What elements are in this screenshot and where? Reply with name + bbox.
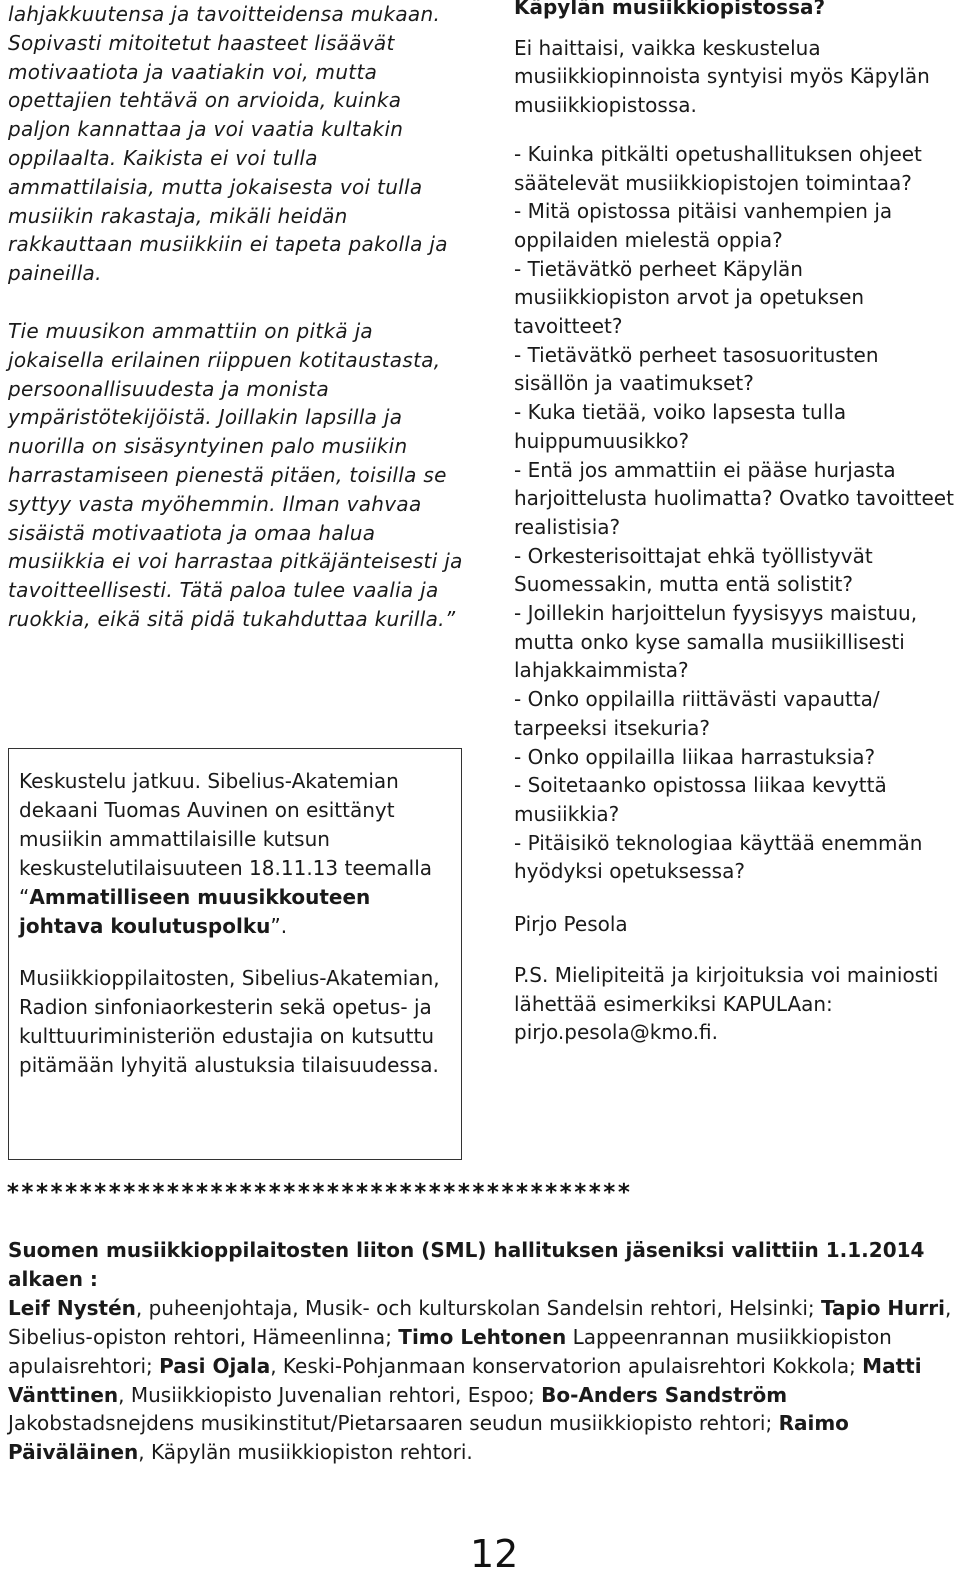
- right-intro: Ei haittaisi, vaikka keskustelua musiikkiopinnoista syntyisi myös Käpylän musiikkiopistossa.: [514, 35, 930, 118]
- member-name: Tapio Hurri: [820, 1295, 945, 1320]
- box-paragraph-2: Musiikkioppilaitosten, Sibelius-Akatemian, Radion sinfoniaorkesterin sekä opetus- ja kulttuuriministeriön edustajia on kutsuttu pitämään lyhyitä alustuksia tilaisuudessa.: [19, 966, 440, 1078]
- left-paragraph-2: Tie muusikon ammattiin on pitkä ja jokaisella erilainen riippuen kotitaustasta, persoonallisuudesta ja monista ympäristötekijöistä. Joillakin lapsilla ja nuorilla on sisäsyntyinen palo musiikin harrastamiseen pienestä pitäen, toisilla se syttyy vasta myöhemmin. Ilman vahvaa sisäistä motivaatiota ja omaa halua musiikkia ei voi harrastaa pitkäjänteisesti ja tavoitteellisesti. Tätä paloa tulee vaalia ja ruokkia, eikä sitä pidä tukahduttaa kurilla.”: [8, 318, 463, 631]
- left-column: [8, 0, 470, 634]
- question-item: - Tietävätkö perheet Käpylän musiikkiopiston arvot ja opetuksen tavoitteet?: [514, 256, 865, 339]
- board-members: [8, 1294, 954, 1467]
- announcement-box: [8, 748, 462, 1160]
- question-item: - Orkesterisoittajat ehkä työllistyvät Suomessakin, mutta entä solistit?: [514, 543, 873, 597]
- postscript: P.S. Mielipiteitä ja kirjoituksia voi mainiosti lähettää esimerkiksi KAPULAan: pirjo.pesola@kmo.fi.: [514, 962, 939, 1045]
- question-item: - Tietävätkö perheet tasosuoritusten sisällön ja vaatimukset?: [514, 342, 879, 396]
- page-number: 12: [470, 1532, 519, 1576]
- member-name: Pasi Ojala: [159, 1353, 271, 1378]
- member-name: Timo Lehtonen: [398, 1324, 567, 1349]
- member-name: Bo-Anders Sandström: [541, 1382, 788, 1407]
- member-details: , puheenjohtaja, Musik- och kulturskolan Sandelsin rehtori, Helsinki;: [135, 1295, 821, 1320]
- member-details: , Musiikkiopisto Juvenalian rehtori, Espoo;: [118, 1382, 542, 1407]
- right-heading: Käpylän musiikkiopistossa?: [514, 0, 826, 19]
- question-item: - Kuka tietää, voiko lapsesta tulla huippumuusikko?: [514, 400, 847, 453]
- question-item: - Onko oppilailla riittävästi vapautta/ tarpeeksi itsekuria?: [514, 687, 880, 740]
- question-item: - Entä jos ammattiin ei pääse hurjasta harjoittelusta huolimatta? Ovatko tavoitteet realistisia?: [514, 457, 954, 539]
- member-details: , Keski-Pohjanmaan konservatorion apulaisrehtori Kokkola;: [270, 1353, 863, 1378]
- member-details: Lappeenrannan musiikkiopiston apulaisrehtori;: [8, 1324, 892, 1378]
- signature: Pirjo Pesola: [514, 912, 628, 937]
- question-item: - Onko oppilailla liikaa harrastuksia?: [514, 744, 876, 769]
- question-list: [514, 140, 954, 886]
- question-item: - Kuinka pitkälti opetushallituksen ohjeet säätelevät musiikkiopistojen toimintaa?: [514, 141, 922, 195]
- member-name: Leif Nystén: [8, 1295, 136, 1320]
- box-paragraph-1: [19, 767, 461, 940]
- member-details: , Sibelius-opiston rehtori, Hämeenlinna;: [8, 1295, 952, 1349]
- box-paragraph-1-text: Keskustelu jatkuu. Sibelius-Akatemian dekaani Tuomas Auvinen on esittänyt musiikin ammattilaisille kutsun keskustelutilaisuuteen 18.11.13 teemalla “: [19, 769, 433, 909]
- left-paragraph-1: lahjakkuutensa ja tavoitteidensa mukaan. Sopivasti mitoitetut haasteet lisäävät motivaatiota ja vaatiakin voi, mutta opettajien tehtävä on arvioida, kuinka paljon kannattaa ja voi vaatia kultakin oppilaalta. Kaikista ei voi tulla ammattilaisia, mutta jokaisesta voi tulla musiikin rakastaja, mikäli heidän rakkauttaan musiikkiin ei tapeta pakolla ja paineilla.: [8, 2, 448, 286]
- box-paragraph-1-theme: Ammatilliseen muusikkouteen johtava koulutuspolku: [19, 884, 371, 938]
- star-separator: *******************************************: [6, 1180, 632, 1206]
- box-paragraph-1-end: ”.: [270, 913, 288, 938]
- board-heading: Suomen musiikkioppilaitosten liiton (SML) hallituksen jäseniksi valittiin 1.1.2014 alkaen :: [8, 1238, 925, 1291]
- board-announcement: [8, 1236, 954, 1467]
- right-column: [514, 0, 954, 1047]
- question-item: - Soitetaanko opistossa liikaa kevyttä musiikkia?: [514, 773, 887, 826]
- member-name: Raimo Päiväläinen: [8, 1411, 849, 1465]
- member-details: Jakobstadsnejdens musikinstitut/Pietarsaaren seudun musiikkiopisto rehtori;: [8, 1411, 779, 1436]
- member-details: , Käpylän musiikkiopiston rehtori.: [138, 1440, 473, 1465]
- question-item: - Joillekin harjoittelun fyysisyys maistuu, mutta onko kyse samalla musiikillisesti lahjakkaimmista?: [514, 601, 918, 683]
- question-item: - Mitä opistossa pitäisi vanhempien ja oppilaiden mielestä oppia?: [514, 199, 893, 252]
- member-name: Matti Vänttinen: [8, 1353, 922, 1407]
- question-item: - Pitäisikö teknologiaa käyttää enemmän hyödyksi opetuksessa?: [514, 830, 923, 884]
